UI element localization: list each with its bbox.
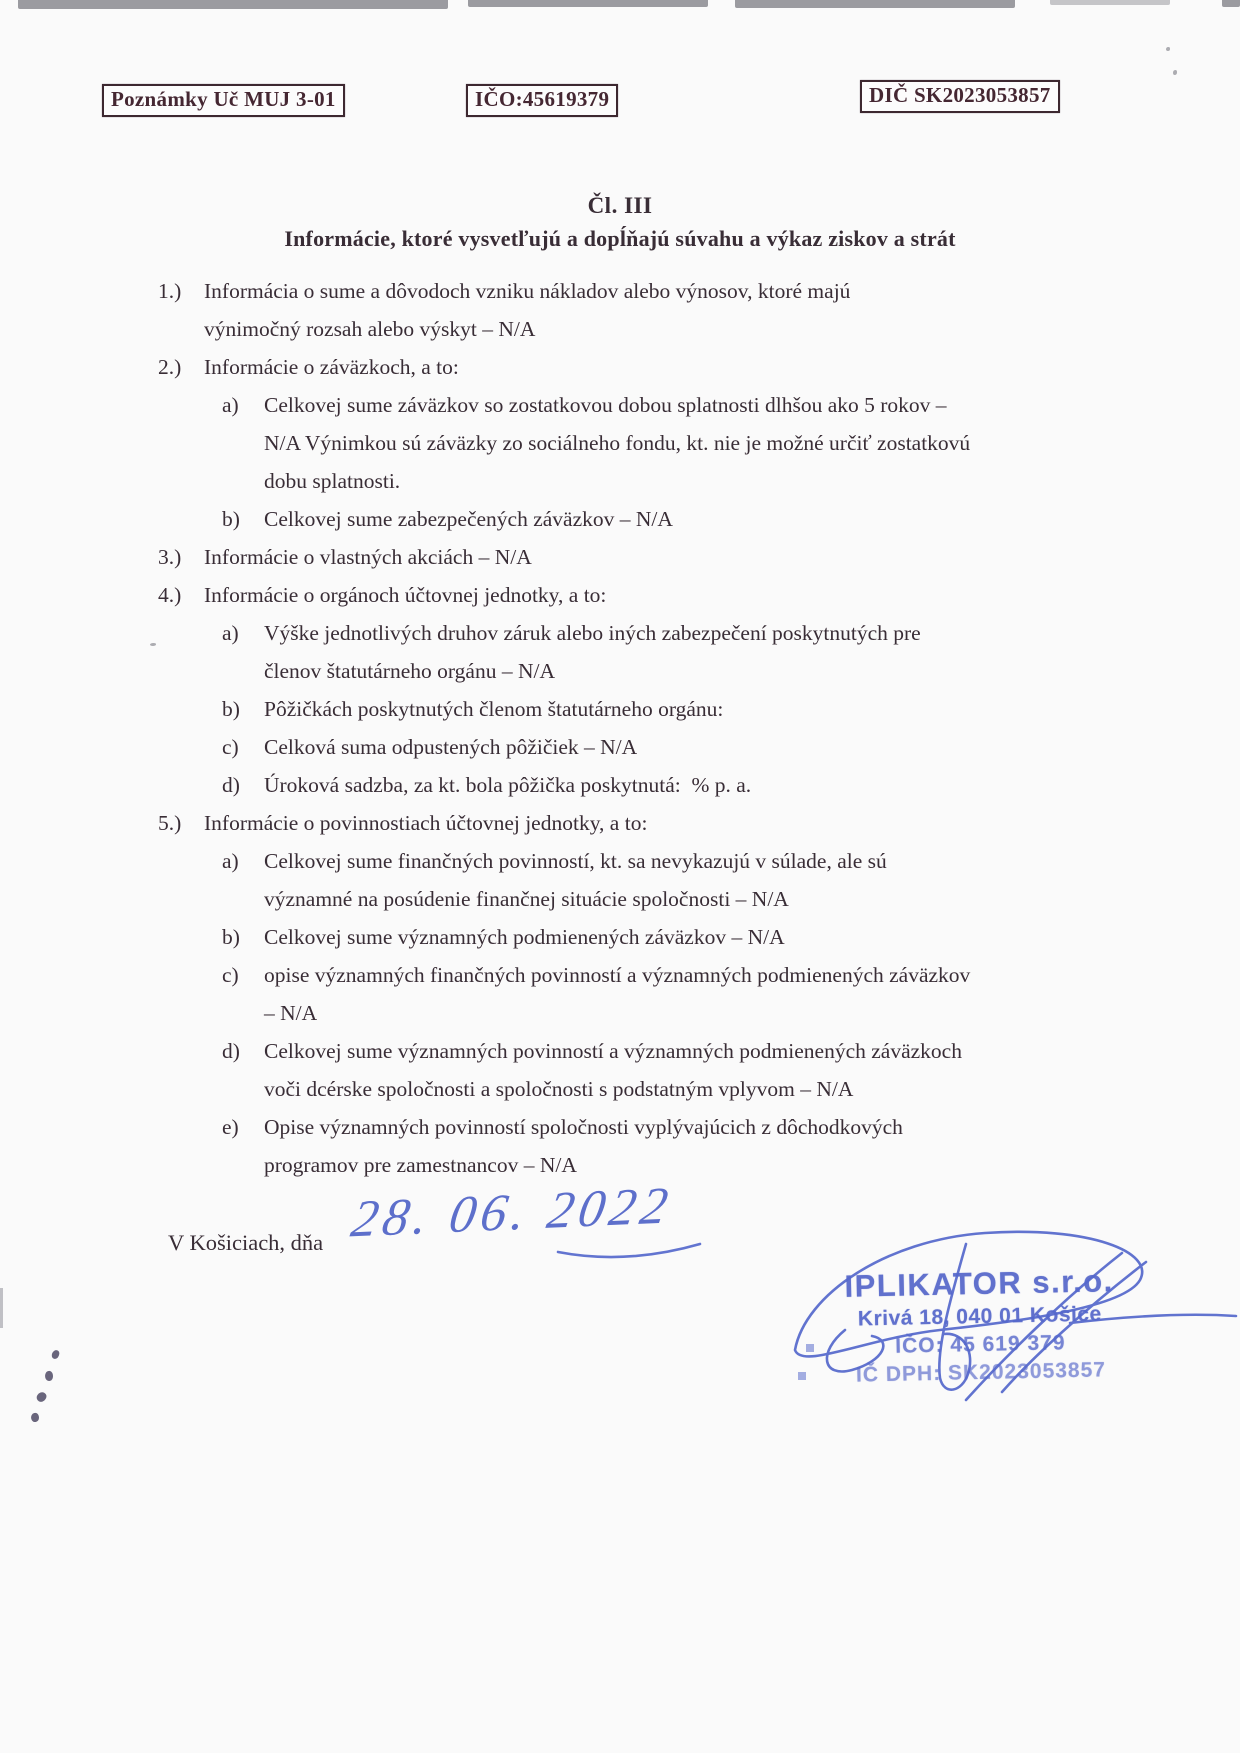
list-item-text	[264, 500, 1123, 538]
list-item-line: Informácie o vlastných akciách – N/A	[204, 545, 532, 569]
list-item-text	[264, 918, 1123, 956]
list-item-line: Informácie o orgánoch účtovnej jednotky, a to:	[204, 583, 607, 607]
list-item-text	[204, 576, 1123, 614]
ink-speck	[51, 1349, 61, 1360]
list-item-marker: d)	[222, 1039, 240, 1063]
list-item-line: výnimočný rozsah alebo výskyt – N/A	[204, 317, 536, 341]
list-item-text	[264, 690, 1123, 728]
list-item-marker: 1.)	[158, 279, 182, 303]
list-item	[222, 918, 1123, 956]
page-title: Informácie, ktoré vysvetľujú a dopĺňajú súvahu a výkaz ziskov a strát	[284, 226, 956, 251]
list-item-line: Výške jednotlivých druhov záruk alebo iných zabezpečení poskytnutých pre	[264, 621, 921, 645]
list-item-line: opise významných finančných povinností a významných podmienených záväzkov	[264, 963, 971, 987]
list-item-marker: a)	[222, 849, 239, 873]
list-item-marker: a)	[222, 393, 239, 417]
list-item-marker: a)	[222, 621, 239, 645]
list-item	[158, 804, 1123, 842]
list-item-marker: 3.)	[158, 545, 182, 569]
list-item-marker: b)	[222, 925, 240, 949]
list-item	[222, 500, 1123, 538]
list-item-line: Pôžičkách poskytnutých členom štatutárneho orgánu:	[264, 697, 724, 721]
place-date-label: V Košiciach, dňa	[168, 1230, 324, 1255]
ink-speck	[30, 1412, 40, 1423]
article-heading: Čl. III	[587, 193, 653, 218]
list-item	[222, 386, 1123, 500]
list-item-line: Celkovej sume záväzkov so zostatkovou dobou splatnosti dlhšou ako 5 rokov –	[264, 393, 947, 417]
list-item-marker: 4.)	[158, 583, 182, 607]
list-item-marker: b)	[222, 697, 240, 721]
scan-speck	[1166, 47, 1170, 51]
handwritten-date: 28. 06. 2022	[347, 1177, 677, 1249]
list-item-line: Úroková sadzba, za kt. bola pôžička poskytnutá: % p. a.	[264, 773, 752, 797]
stamp-ink-dot	[806, 1344, 814, 1352]
list-item-text	[204, 538, 1123, 576]
list-item-marker: b)	[222, 507, 240, 531]
ico-box: IČO:45619379	[466, 84, 618, 117]
list-item-line: Celkovej sume významných povinností a významných podmienených záväzkoch	[264, 1039, 962, 1063]
list-item-line: Celková suma odpustených pôžičiek – N/A	[264, 735, 638, 759]
ink-speck	[44, 1370, 54, 1381]
list-item	[222, 1108, 1123, 1184]
list-item-line: Opise významných povinností spoločnosti vyplývajúcich z dôchodkových	[264, 1115, 903, 1139]
list-item-line: N/A Výnimkou sú záväzky zo sociálneho fondu, kt. nie je možné určiť zostatkovú	[264, 431, 971, 455]
list-item	[222, 842, 1123, 918]
stamp-address: Krivá 18, 040 01 Košice	[857, 1302, 1102, 1331]
ink-speck	[35, 1390, 48, 1403]
list-item-line: Informácia o sume a dôvodoch vzniku nákladov alebo výnosov, ktoré majú	[204, 279, 851, 303]
list-item	[222, 766, 1123, 804]
list-item	[222, 614, 1123, 690]
list-item-text	[204, 348, 1123, 386]
scan-artifact-top-edge	[1222, 0, 1240, 7]
list-item-line: – N/A	[264, 1001, 318, 1025]
stamp-company-name: IPLIKATOR s.r.o.	[844, 1263, 1115, 1304]
scan-artifact-top-edge	[18, 0, 448, 9]
dic-box: DIČ SK2023053857	[860, 80, 1060, 113]
list-item	[158, 272, 1123, 348]
list-item-text	[204, 272, 1123, 348]
list-item-text	[264, 386, 1123, 500]
list-item-text	[264, 728, 1123, 766]
list-item-marker: c)	[222, 735, 239, 759]
list-item	[222, 690, 1123, 728]
scan-artifact-left-edge	[0, 1288, 3, 1328]
scan-artifact-top-edge	[735, 0, 1015, 8]
stamp-ic-dph: IČ DPH: SK2023053857	[855, 1358, 1107, 1387]
list-item-line: Celkovej sume zabezpečených záväzkov – N/A	[264, 507, 673, 531]
list-item-text	[264, 956, 1123, 1032]
list-item-marker: d)	[222, 773, 240, 797]
list-item-text	[264, 1108, 1123, 1184]
list-item-line: významné na posúdenie finančnej situácie spoločnosti – N/A	[264, 887, 789, 911]
list-item	[158, 538, 1123, 576]
list-item-line: programov pre zamestnancov – N/A	[264, 1153, 577, 1177]
list-item-line: Celkovej sume finančných povinností, kt. sa nevykazujú v súlade, ale sú	[264, 849, 887, 873]
notes-list	[158, 272, 1123, 1184]
list-item-marker: e)	[222, 1115, 239, 1139]
list-item-marker: 2.)	[158, 355, 182, 379]
scan-speck	[1173, 70, 1177, 75]
list-item-line: členov štatutárneho orgánu – N/A	[264, 659, 555, 683]
title-block	[140, 193, 1100, 252]
list-item-line: dobu splatnosti.	[264, 469, 401, 493]
list-item-marker: c)	[222, 963, 239, 987]
list-item	[158, 348, 1123, 386]
stamp-ink-dot	[798, 1372, 806, 1380]
form-code-box: Poznámky Uč MUJ 3-01	[102, 84, 345, 117]
list-item	[222, 1032, 1123, 1108]
stamp-ico: IČO: 45 619 379	[895, 1331, 1066, 1358]
list-item-line: Informácie o povinnostiach účtovnej jednotky, a to:	[204, 811, 648, 835]
list-item-text	[264, 766, 1123, 804]
list-item-marker: 5.)	[158, 811, 182, 835]
scan-artifact-top-edge	[468, 0, 708, 7]
list-item-text	[204, 804, 1123, 842]
scan-artifact-top-edge	[1050, 0, 1170, 5]
list-item-text	[264, 614, 1123, 690]
list-item	[222, 728, 1123, 766]
list-item-text	[264, 842, 1123, 918]
list-item	[158, 576, 1123, 614]
list-item	[222, 956, 1123, 1032]
list-item-line: Celkovej sume významných podmienených záväzkov – N/A	[264, 925, 785, 949]
list-item-line: voči dcérske spoločnosti a spoločnosti s podstatným vplyvom – N/A	[264, 1077, 854, 1101]
company-stamp	[779, 1262, 1181, 1389]
scan-speck	[150, 643, 156, 646]
list-item-line: Informácie o záväzkoch, a to:	[204, 355, 459, 379]
list-item-text	[264, 1032, 1123, 1108]
